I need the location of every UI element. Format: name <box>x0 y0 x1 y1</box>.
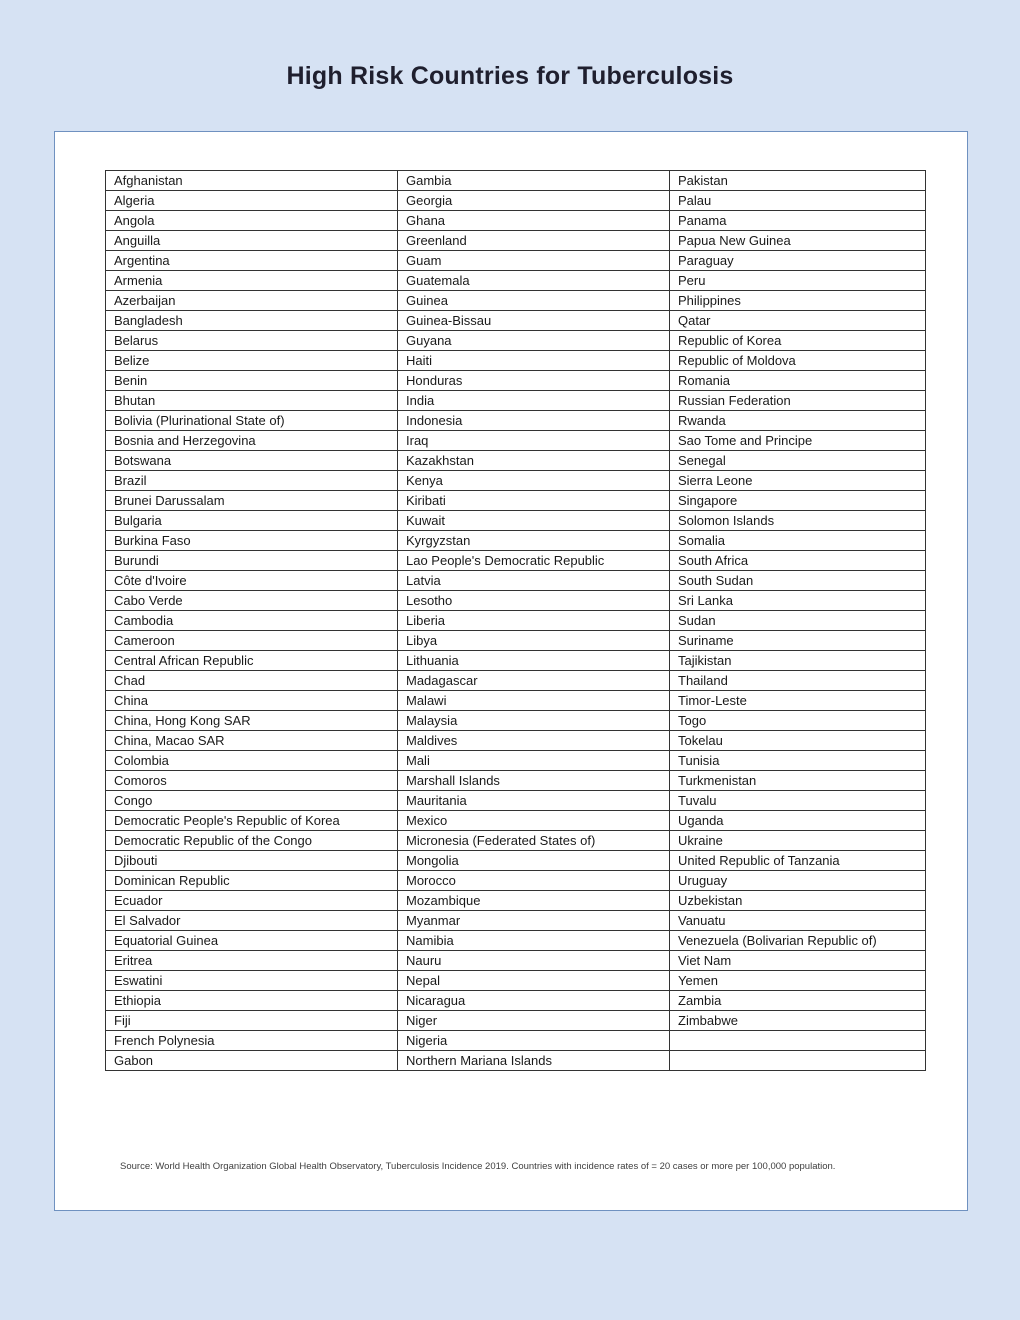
country-cell: United Republic of Tanzania <box>670 851 926 871</box>
country-cell: Armenia <box>106 271 398 291</box>
country-cell: Lithuania <box>398 651 670 671</box>
country-table <box>105 170 926 1071</box>
country-cell <box>670 1051 926 1071</box>
table-row <box>106 911 926 931</box>
table-row <box>106 211 926 231</box>
table-row <box>106 471 926 491</box>
country-cell: Malawi <box>398 691 670 711</box>
country-cell: Sri Lanka <box>670 591 926 611</box>
country-cell: Ukraine <box>670 831 926 851</box>
country-cell: Solomon Islands <box>670 511 926 531</box>
country-cell: Tajikistan <box>670 651 926 671</box>
country-cell: Greenland <box>398 231 670 251</box>
country-cell: Philippines <box>670 291 926 311</box>
country-cell: Haiti <box>398 351 670 371</box>
country-cell: Singapore <box>670 491 926 511</box>
table-row <box>106 591 926 611</box>
table-row <box>106 971 926 991</box>
table-row <box>106 391 926 411</box>
country-cell: Georgia <box>398 191 670 211</box>
country-cell: China, Macao SAR <box>106 731 398 751</box>
country-cell: China <box>106 691 398 711</box>
country-cell: Afghanistan <box>106 171 398 191</box>
country-cell: Northern Mariana Islands <box>398 1051 670 1071</box>
table-row <box>106 651 926 671</box>
country-cell: Viet Nam <box>670 951 926 971</box>
country-cell: Micronesia (Federated States of) <box>398 831 670 851</box>
table-row <box>106 611 926 631</box>
country-cell: Bolivia (Plurinational State of) <box>106 411 398 431</box>
country-cell: Sao Tome and Principe <box>670 431 926 451</box>
country-cell: Honduras <box>398 371 670 391</box>
country-cell: Togo <box>670 711 926 731</box>
country-cell: Belarus <box>106 331 398 351</box>
country-cell: Mexico <box>398 811 670 831</box>
country-cell: Latvia <box>398 571 670 591</box>
table-row <box>106 751 926 771</box>
country-cell: Tuvalu <box>670 791 926 811</box>
country-cell: Nicaragua <box>398 991 670 1011</box>
table-row <box>106 811 926 831</box>
country-cell: Mongolia <box>398 851 670 871</box>
country-cell: India <box>398 391 670 411</box>
country-cell: Brunei Darussalam <box>106 491 398 511</box>
country-cell: Madagascar <box>398 671 670 691</box>
country-cell: Zimbabwe <box>670 1011 926 1031</box>
table-row <box>106 671 926 691</box>
table-row <box>106 531 926 551</box>
country-cell: Kenya <box>398 471 670 491</box>
country-cell: Guinea <box>398 291 670 311</box>
country-cell: Peru <box>670 271 926 291</box>
country-cell: Tunisia <box>670 751 926 771</box>
table-row <box>106 451 926 471</box>
table-row <box>106 931 926 951</box>
table-row <box>106 371 926 391</box>
country-cell: Argentina <box>106 251 398 271</box>
country-cell: Eswatini <box>106 971 398 991</box>
table-row <box>106 831 926 851</box>
table-row <box>106 191 926 211</box>
country-cell: Maldives <box>398 731 670 751</box>
country-cell: Eritrea <box>106 951 398 971</box>
table-row <box>106 511 926 531</box>
table-row <box>106 871 926 891</box>
table-row <box>106 491 926 511</box>
table-row <box>106 1051 926 1071</box>
country-cell: Thailand <box>670 671 926 691</box>
table-row <box>106 251 926 271</box>
country-cell: Nigeria <box>398 1031 670 1051</box>
country-cell: South Sudan <box>670 571 926 591</box>
country-cell: Yemen <box>670 971 926 991</box>
table-row <box>106 551 926 571</box>
country-cell: Kazakhstan <box>398 451 670 471</box>
country-cell: Belize <box>106 351 398 371</box>
country-cell: Congo <box>106 791 398 811</box>
table-row <box>106 431 926 451</box>
country-cell: Suriname <box>670 631 926 651</box>
country-cell: Botswana <box>106 451 398 471</box>
country-cell: Cameroon <box>106 631 398 651</box>
country-cell: Marshall Islands <box>398 771 670 791</box>
table-row <box>106 851 926 871</box>
country-cell: Republic of Moldova <box>670 351 926 371</box>
country-cell: Lesotho <box>398 591 670 611</box>
country-cell: Democratic People's Republic of Korea <box>106 811 398 831</box>
country-cell: Côte d'Ivoire <box>106 571 398 591</box>
country-cell: Chad <box>106 671 398 691</box>
country-cell: Rwanda <box>670 411 926 431</box>
country-cell: Ethiopia <box>106 991 398 1011</box>
table-row <box>106 891 926 911</box>
country-cell: Senegal <box>670 451 926 471</box>
country-cell: Kyrgyzstan <box>398 531 670 551</box>
country-cell: Myanmar <box>398 911 670 931</box>
country-cell: Uzbekistan <box>670 891 926 911</box>
country-cell: French Polynesia <box>106 1031 398 1051</box>
table-row <box>106 171 926 191</box>
table-row <box>106 691 926 711</box>
country-cell: Palau <box>670 191 926 211</box>
table-row <box>106 631 926 651</box>
country-cell: Djibouti <box>106 851 398 871</box>
country-cell: Bulgaria <box>106 511 398 531</box>
country-cell: Qatar <box>670 311 926 331</box>
country-cell: Nepal <box>398 971 670 991</box>
country-cell: Cambodia <box>106 611 398 631</box>
country-cell: Turkmenistan <box>670 771 926 791</box>
country-cell: Mozambique <box>398 891 670 911</box>
country-cell: Guatemala <box>398 271 670 291</box>
country-cell: Cabo Verde <box>106 591 398 611</box>
country-cell: Namibia <box>398 931 670 951</box>
country-cell: Papua New Guinea <box>670 231 926 251</box>
country-cell: Ghana <box>398 211 670 231</box>
table-row <box>106 311 926 331</box>
country-table-body <box>106 171 926 1071</box>
country-cell: Algeria <box>106 191 398 211</box>
country-cell: Guyana <box>398 331 670 351</box>
country-cell: Kiribati <box>398 491 670 511</box>
country-cell: Brazil <box>106 471 398 491</box>
country-cell: Somalia <box>670 531 926 551</box>
country-cell: Zambia <box>670 991 926 1011</box>
country-cell: Colombia <box>106 751 398 771</box>
country-cell: Ecuador <box>106 891 398 911</box>
table-row <box>106 731 926 751</box>
country-cell: Guinea-Bissau <box>398 311 670 331</box>
country-cell: Mali <box>398 751 670 771</box>
country-cell: Libya <box>398 631 670 651</box>
country-cell: Romania <box>670 371 926 391</box>
country-cell: Comoros <box>106 771 398 791</box>
table-row <box>106 991 926 1011</box>
country-cell: Dominican Republic <box>106 871 398 891</box>
country-cell: Vanuatu <box>670 911 926 931</box>
country-cell: Kuwait <box>398 511 670 531</box>
table-row <box>106 771 926 791</box>
country-cell: Burundi <box>106 551 398 571</box>
country-cell: Sudan <box>670 611 926 631</box>
country-cell: Uruguay <box>670 871 926 891</box>
table-row <box>106 331 926 351</box>
country-cell: Burkina Faso <box>106 531 398 551</box>
country-cell: Angola <box>106 211 398 231</box>
country-cell: Sierra Leone <box>670 471 926 491</box>
country-cell: Iraq <box>398 431 670 451</box>
country-cell: Bosnia and Herzegovina <box>106 431 398 451</box>
country-cell: Venezuela (Bolivarian Republic of) <box>670 931 926 951</box>
country-cell: China, Hong Kong SAR <box>106 711 398 731</box>
country-cell: Gambia <box>398 171 670 191</box>
table-row <box>106 351 926 371</box>
country-cell: Pakistan <box>670 171 926 191</box>
table-row <box>106 571 926 591</box>
country-cell: Indonesia <box>398 411 670 431</box>
country-cell: Republic of Korea <box>670 331 926 351</box>
country-cell: Democratic Republic of the Congo <box>106 831 398 851</box>
table-row <box>106 1031 926 1051</box>
table-row <box>106 711 926 731</box>
table-row <box>106 231 926 251</box>
table-row <box>106 1011 926 1031</box>
country-cell: Liberia <box>398 611 670 631</box>
table-row <box>106 271 926 291</box>
country-cell <box>670 1031 926 1051</box>
country-cell: Malaysia <box>398 711 670 731</box>
country-cell: Equatorial Guinea <box>106 931 398 951</box>
country-cell: Fiji <box>106 1011 398 1031</box>
country-cell: Central African Republic <box>106 651 398 671</box>
content-panel <box>54 131 968 1211</box>
country-cell: Gabon <box>106 1051 398 1071</box>
country-cell: Panama <box>670 211 926 231</box>
country-cell: Morocco <box>398 871 670 891</box>
country-cell: South Africa <box>670 551 926 571</box>
country-cell: Benin <box>106 371 398 391</box>
source-note: Source: World Health Organization Global Health Observatory, Tuberculosis Incidence 2019. Countries with incidence rates of = 20 cases or more per 100,000 population. <box>120 1161 836 1172</box>
country-cell: Uganda <box>670 811 926 831</box>
country-cell: Niger <box>398 1011 670 1031</box>
country-cell: Lao People's Democratic Republic <box>398 551 670 571</box>
country-cell: Paraguay <box>670 251 926 271</box>
country-cell: Bangladesh <box>106 311 398 331</box>
country-cell: Tokelau <box>670 731 926 751</box>
country-cell: Nauru <box>398 951 670 971</box>
table-row <box>106 951 926 971</box>
page-title: High Risk Countries for Tuberculosis <box>286 62 734 90</box>
country-cell: El Salvador <box>106 911 398 931</box>
country-cell: Timor-Leste <box>670 691 926 711</box>
country-cell: Guam <box>398 251 670 271</box>
country-cell: Anguilla <box>106 231 398 251</box>
country-cell: Mauritania <box>398 791 670 811</box>
country-cell: Russian Federation <box>670 391 926 411</box>
table-row <box>106 791 926 811</box>
country-cell: Bhutan <box>106 391 398 411</box>
table-row <box>106 411 926 431</box>
country-cell: Azerbaijan <box>106 291 398 311</box>
table-row <box>106 291 926 311</box>
